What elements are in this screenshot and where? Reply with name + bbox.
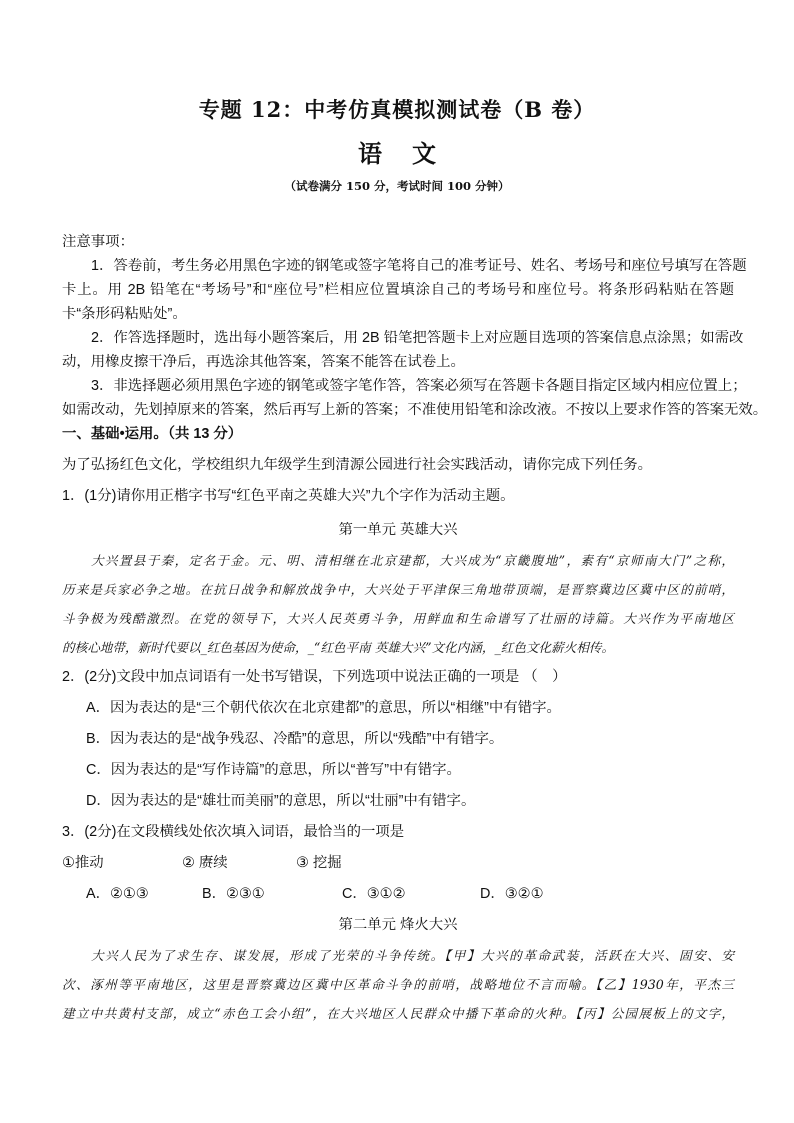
notes-line: 1．答卷前，考生务必用黑色字迹的钢笔或签字笔将自己的准考证号、姓名、考场号和座位号填写在答题 bbox=[91, 258, 747, 274]
section-heading: 一、基础•运用。（共 13 分） bbox=[62, 426, 243, 442]
passage-line: 历来是兵家必争之地。在抗日战争和解放战争中，大兴处于平津保三角地带顶端，是晋察冀边区冀中区的前哨， bbox=[62, 582, 734, 597]
word-choice: ①推动 bbox=[62, 855, 104, 871]
word-choice: ② 赓续 bbox=[182, 855, 228, 871]
passage-line: 斗争极为残酷激烈。在党的领导下，大兴人民英勇斗争，用鲜血和生命谱写了壮丽的诗篇。大兴作为平南地区 bbox=[62, 611, 734, 626]
notes-heading: 注意事项： bbox=[62, 234, 134, 250]
question-1: 1．(1分)请你用正楷字书写“红色平南之英雄大兴”九个字作为活动主题。 bbox=[62, 488, 515, 504]
exam-meta: （试卷满分 150 分，考试时间 100 分钟） bbox=[284, 179, 510, 193]
passage-line: 大兴人民为了求生存、谋发展，形成了光荣的斗争传统。【甲】大兴的革命武装，活跃在大兴、固安、安 bbox=[91, 948, 734, 963]
word-choice: ③ 挖掘 bbox=[296, 855, 342, 871]
passage-line: 次、涿州等平南地区，这里是晋察冀边区冀中区革命斗争的前哨，战略地位不言而喻。【乙】1930年，平杰三 bbox=[62, 977, 734, 992]
notes-line: 卡“条形码粘贴处”。 bbox=[62, 306, 187, 322]
word-choices bbox=[62, 848, 734, 879]
passage-line: 的核心地带，新时代要以_红色基因为使命，_“红色平南 英雄大兴”文化内涵，_红色文化薪火相传。 bbox=[62, 640, 615, 655]
option-d: D．因为表达的是“雄壮而美丽”的意思，所以“壮丽”中有错字。 bbox=[86, 793, 476, 809]
choice-a: A．②①③ bbox=[86, 886, 149, 902]
passage-line: 大兴置县于秦，定名于金。元、明、清相继在北京建都，大兴成为“京畿腹地”，素有“京师南大门”之称， bbox=[91, 553, 734, 568]
option-a: A．因为表达的是“三个朝代依次在北京建都”的意思，所以“相继”中有错字。 bbox=[86, 700, 561, 716]
choice-b: B．②③① bbox=[202, 886, 265, 902]
notes-line: 3．非选择题必须用黑色字迹的钢笔或签字笔作答，答案必须写在答题卡各题目指定区域内相应位置上； bbox=[91, 378, 747, 394]
option-c: C．因为表达的是“写作诗篇”的意思，所以“普写”中有错字。 bbox=[86, 762, 461, 778]
unit-title: 第一单元 英雄大兴 bbox=[338, 522, 458, 538]
notes-line: 2．作答选择题时，选出每小题答案后，用 2B 铅笔把答题卡上对应题目选项的答案信息点涂黑；如需改 bbox=[91, 330, 744, 346]
answer-choices bbox=[62, 879, 734, 910]
option-b: B．因为表达的是“战争残忍、冷酷”的意思，所以“残酷”中有错字。 bbox=[86, 731, 504, 747]
passage-line: 建立中共黄村支部，成立“赤色工会小组”，在大兴地区人民群众中播下革命的火种。【丙】公园展板上的文字， bbox=[62, 1006, 734, 1021]
notes-line: 动，用橡皮擦干净后，再选涂其他答案，答案不能答在试卷上。 bbox=[62, 354, 465, 370]
notes-line: 如需改动，先划掉原来的答案，然后再写上新的答案；不准使用铅笔和涂改液。不按以上要求作答的答案无效。 bbox=[62, 402, 768, 418]
choice-c: C．③①② bbox=[342, 886, 406, 902]
task-intro: 为了弘扬红色文化，学校组织九年级学生到清源公园进行社会实践活动，请你完成下列任务。 bbox=[62, 457, 653, 473]
subject-title: 语文 bbox=[358, 139, 466, 168]
page-title: 专题 12：中考仿真模拟测试卷（B 卷） bbox=[198, 97, 596, 122]
notes-line: 卡上。用 2B 铅笔在“考场号”和“座位号”栏相应位置填涂自己的考场号和座位号。将条形码粘贴在答题 bbox=[62, 282, 734, 298]
question-2: 2．(2分)文段中加点词语有一处书写错误，下列选项中说法正确的一项是 （ ） bbox=[62, 669, 567, 685]
choice-d: D．③②① bbox=[480, 886, 544, 902]
exam-content bbox=[62, 230, 768, 1028]
question-3: 3．(2分)在文段横线处依次填入词语，最恰当的一项是 bbox=[62, 824, 405, 840]
unit-title: 第二单元 烽火大兴 bbox=[338, 917, 458, 933]
